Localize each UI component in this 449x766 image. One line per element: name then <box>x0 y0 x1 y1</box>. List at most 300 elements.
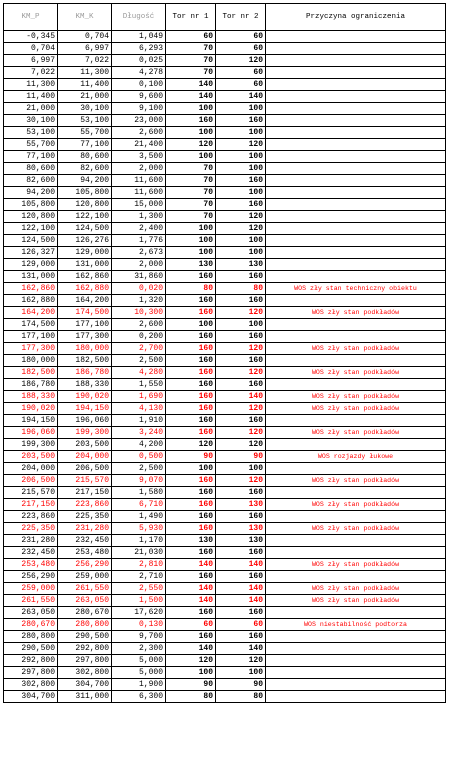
table-row <box>4 223 446 235</box>
track-1-speed-cell: 140 <box>166 643 216 655</box>
track-1-speed-cell: 160 <box>166 631 216 643</box>
km-start-cell: 290,500 <box>4 643 58 655</box>
length-cell: 4,130 <box>112 403 166 415</box>
table-row <box>4 247 446 259</box>
track-2-speed-cell: 120 <box>216 343 266 355</box>
km-start-cell: 6,997 <box>4 55 58 67</box>
length-cell: 21,400 <box>112 139 166 151</box>
reason-cell <box>266 331 446 343</box>
km-end-cell: 186,780 <box>58 367 112 379</box>
km-start-cell: 53,100 <box>4 127 58 139</box>
table-row <box>4 343 446 355</box>
km-end-cell: 126,276 <box>58 235 112 247</box>
reason-cell: WOS niestabilność podtorza <box>266 619 446 631</box>
track-2-speed-cell: 160 <box>216 295 266 307</box>
reason-cell: WOS zły stan podkładów <box>266 475 446 487</box>
reason-cell <box>266 535 446 547</box>
km-start-cell: 194,150 <box>4 415 58 427</box>
track-2-speed-cell: 90 <box>216 679 266 691</box>
km-end-cell: 82,600 <box>58 163 112 175</box>
table-row <box>4 367 446 379</box>
track-2-speed-cell: 160 <box>216 607 266 619</box>
track-2-speed-cell: 140 <box>216 391 266 403</box>
header-reason: Przyczyna ograniczenia <box>266 4 446 31</box>
track-1-speed-cell: 100 <box>166 223 216 235</box>
reason-cell <box>266 691 446 703</box>
km-end-cell: 0,704 <box>58 31 112 43</box>
km-end-cell: 162,880 <box>58 283 112 295</box>
length-cell: 3,240 <box>112 427 166 439</box>
table-row <box>4 619 446 631</box>
km-start-cell: 292,800 <box>4 655 58 667</box>
length-cell: 2,710 <box>112 571 166 583</box>
track-1-speed-cell: 160 <box>166 331 216 343</box>
track-2-speed-cell: 140 <box>216 559 266 571</box>
table-row <box>4 115 446 127</box>
track-1-speed-cell: 70 <box>166 187 216 199</box>
km-start-cell: 188,330 <box>4 391 58 403</box>
table-header-row <box>4 4 446 31</box>
length-cell: 6,710 <box>112 499 166 511</box>
km-end-cell: 177,300 <box>58 331 112 343</box>
length-cell: 15,000 <box>112 199 166 211</box>
reason-cell <box>266 211 446 223</box>
track-1-speed-cell: 100 <box>166 151 216 163</box>
table-row <box>4 511 446 523</box>
km-start-cell: 162,880 <box>4 295 58 307</box>
track-2-speed-cell: 100 <box>216 463 266 475</box>
table-row <box>4 523 446 535</box>
reason-cell: WOS zły stan podkładów <box>266 595 446 607</box>
table-row <box>4 151 446 163</box>
reason-cell <box>266 667 446 679</box>
km-start-cell: 256,290 <box>4 571 58 583</box>
length-cell: 0,100 <box>112 79 166 91</box>
track-2-speed-cell: 160 <box>216 511 266 523</box>
track-2-speed-cell: 160 <box>216 571 266 583</box>
track-2-speed-cell: 160 <box>216 271 266 283</box>
length-cell: 6,293 <box>112 43 166 55</box>
length-cell: 0,025 <box>112 55 166 67</box>
track-1-speed-cell: 160 <box>166 487 216 499</box>
length-cell: 1,300 <box>112 211 166 223</box>
length-cell: 2,673 <box>112 247 166 259</box>
km-end-cell: 162,860 <box>58 271 112 283</box>
reason-cell <box>266 271 446 283</box>
km-start-cell: 131,000 <box>4 271 58 283</box>
table-row <box>4 379 446 391</box>
table-row <box>4 631 446 643</box>
track-1-speed-cell: 160 <box>166 607 216 619</box>
track-2-speed-cell: 100 <box>216 151 266 163</box>
table-row <box>4 583 446 595</box>
reason-cell: WOS zły stan podkładów <box>266 583 446 595</box>
km-start-cell: 129,000 <box>4 259 58 271</box>
km-end-cell: 256,290 <box>58 559 112 571</box>
track-1-speed-cell: 60 <box>166 31 216 43</box>
km-start-cell: 11,400 <box>4 91 58 103</box>
table-row <box>4 235 446 247</box>
km-start-cell: 217,150 <box>4 499 58 511</box>
track-1-speed-cell: 160 <box>166 571 216 583</box>
length-cell: 5,930 <box>112 523 166 535</box>
track-2-speed-cell: 100 <box>216 127 266 139</box>
km-end-cell: 120,800 <box>58 199 112 211</box>
length-cell: 9,100 <box>112 103 166 115</box>
table-row <box>4 607 446 619</box>
length-cell: 2,000 <box>112 163 166 175</box>
track-1-speed-cell: 160 <box>166 403 216 415</box>
track-2-speed-cell: 120 <box>216 307 266 319</box>
length-cell: 2,500 <box>112 355 166 367</box>
track-2-speed-cell: 120 <box>216 403 266 415</box>
length-cell: 6,300 <box>112 691 166 703</box>
length-cell: 9,600 <box>112 91 166 103</box>
km-end-cell: 259,000 <box>58 571 112 583</box>
table-row <box>4 451 446 463</box>
reason-cell <box>266 235 446 247</box>
track-2-speed-cell: 140 <box>216 583 266 595</box>
track-1-speed-cell: 90 <box>166 679 216 691</box>
track-2-speed-cell: 100 <box>216 319 266 331</box>
km-start-cell: 30,100 <box>4 115 58 127</box>
reason-cell <box>266 355 446 367</box>
length-cell: 1,490 <box>112 511 166 523</box>
reason-cell <box>266 175 446 187</box>
km-start-cell: 120,800 <box>4 211 58 223</box>
track-1-speed-cell: 100 <box>166 319 216 331</box>
track-1-speed-cell: 80 <box>166 691 216 703</box>
reason-cell: WOS zły stan techniczny obiektu <box>266 283 446 295</box>
length-cell: 11,600 <box>112 187 166 199</box>
km-end-cell: 21,000 <box>58 91 112 103</box>
km-end-cell: 77,100 <box>58 139 112 151</box>
reason-cell: WOS zły stan podkładów <box>266 427 446 439</box>
track-2-speed-cell: 160 <box>216 547 266 559</box>
km-end-cell: 297,800 <box>58 655 112 667</box>
track-1-speed-cell: 80 <box>166 283 216 295</box>
km-end-cell: 302,800 <box>58 667 112 679</box>
track-1-speed-cell: 160 <box>166 511 216 523</box>
track-1-speed-cell: 100 <box>166 127 216 139</box>
length-cell: 1,580 <box>112 487 166 499</box>
track-1-speed-cell: 70 <box>166 211 216 223</box>
track-1-speed-cell: 160 <box>166 415 216 427</box>
reason-cell: WOS zły stan podkładów <box>266 367 446 379</box>
reason-cell <box>266 463 446 475</box>
km-end-cell: 280,800 <box>58 619 112 631</box>
reason-cell <box>266 679 446 691</box>
track-1-speed-cell: 70 <box>166 199 216 211</box>
length-cell: 17,620 <box>112 607 166 619</box>
track-2-speed-cell: 160 <box>216 355 266 367</box>
track-2-speed-cell: 120 <box>216 655 266 667</box>
track-1-speed-cell: 160 <box>166 355 216 367</box>
reason-cell <box>266 439 446 451</box>
reason-cell <box>266 259 446 271</box>
km-end-cell: 94,200 <box>58 175 112 187</box>
km-start-cell: 215,570 <box>4 487 58 499</box>
reason-cell <box>266 43 446 55</box>
length-cell: 9,070 <box>112 475 166 487</box>
track-2-speed-cell: 60 <box>216 79 266 91</box>
track-1-speed-cell: 160 <box>166 547 216 559</box>
track-1-speed-cell: 120 <box>166 139 216 151</box>
length-cell: 3,500 <box>112 151 166 163</box>
track-1-speed-cell: 140 <box>166 559 216 571</box>
track-2-speed-cell: 130 <box>216 499 266 511</box>
km-end-cell: 223,860 <box>58 499 112 511</box>
km-end-cell: 11,400 <box>58 79 112 91</box>
table-row <box>4 67 446 79</box>
km-start-cell: 0,704 <box>4 43 58 55</box>
track-2-speed-cell: 160 <box>216 487 266 499</box>
track-1-speed-cell: 70 <box>166 175 216 187</box>
track-1-speed-cell: 160 <box>166 295 216 307</box>
reason-cell <box>266 103 446 115</box>
track-1-speed-cell: 130 <box>166 535 216 547</box>
length-cell: 4,280 <box>112 367 166 379</box>
km-end-cell: 6,997 <box>58 43 112 55</box>
track-2-speed-cell: 140 <box>216 91 266 103</box>
table-row <box>4 355 446 367</box>
length-cell: 2,600 <box>112 127 166 139</box>
km-end-cell: 124,500 <box>58 223 112 235</box>
km-end-cell: 261,550 <box>58 583 112 595</box>
table-row <box>4 91 446 103</box>
length-cell: 1,550 <box>112 379 166 391</box>
km-end-cell: 204,000 <box>58 451 112 463</box>
reason-cell <box>266 607 446 619</box>
length-cell: 2,550 <box>112 583 166 595</box>
length-cell: 9,700 <box>112 631 166 643</box>
reason-cell: WOS zły stan podkładów <box>266 499 446 511</box>
km-end-cell: 180,000 <box>58 343 112 355</box>
reason-cell <box>266 379 446 391</box>
length-cell: 2,600 <box>112 319 166 331</box>
table-row <box>4 199 446 211</box>
table-row <box>4 439 446 451</box>
reason-cell <box>266 295 446 307</box>
table-row <box>4 547 446 559</box>
km-end-cell: 304,700 <box>58 679 112 691</box>
track-2-speed-cell: 130 <box>216 259 266 271</box>
speed-restrictions-table <box>3 3 446 703</box>
km-end-cell: 190,020 <box>58 391 112 403</box>
km-end-cell: 290,500 <box>58 631 112 643</box>
track-2-speed-cell: 160 <box>216 115 266 127</box>
reason-cell <box>266 91 446 103</box>
reason-cell <box>266 319 446 331</box>
track-1-speed-cell: 100 <box>166 463 216 475</box>
track-2-speed-cell: 80 <box>216 691 266 703</box>
reason-cell <box>266 643 446 655</box>
km-end-cell: 225,350 <box>58 511 112 523</box>
km-start-cell: -0,345 <box>4 31 58 43</box>
length-cell: 1,049 <box>112 31 166 43</box>
km-start-cell: 261,550 <box>4 595 58 607</box>
km-end-cell: 182,500 <box>58 355 112 367</box>
length-cell: 21,030 <box>112 547 166 559</box>
reason-cell: WOS zły stan podkładów <box>266 307 446 319</box>
length-cell: 2,400 <box>112 223 166 235</box>
reason-cell <box>266 31 446 43</box>
km-start-cell: 122,100 <box>4 223 58 235</box>
table-row <box>4 667 446 679</box>
track-2-speed-cell: 100 <box>216 235 266 247</box>
table-row <box>4 79 446 91</box>
track-1-speed-cell: 140 <box>166 79 216 91</box>
km-start-cell: 124,500 <box>4 235 58 247</box>
reason-cell <box>266 115 446 127</box>
length-cell: 0,500 <box>112 451 166 463</box>
table-row <box>4 31 446 43</box>
header-track-2: Tor nr 2 <box>216 4 266 31</box>
track-2-speed-cell: 100 <box>216 187 266 199</box>
km-end-cell: 80,600 <box>58 151 112 163</box>
track-2-speed-cell: 120 <box>216 139 266 151</box>
length-cell: 1,900 <box>112 679 166 691</box>
track-2-speed-cell: 120 <box>216 367 266 379</box>
km-end-cell: 280,670 <box>58 607 112 619</box>
track-1-speed-cell: 120 <box>166 655 216 667</box>
table-row <box>4 55 446 67</box>
header-km-k: KM_K <box>58 4 112 31</box>
km-start-cell: 55,700 <box>4 139 58 151</box>
track-2-speed-cell: 60 <box>216 619 266 631</box>
length-cell: 23,000 <box>112 115 166 127</box>
track-2-speed-cell: 160 <box>216 415 266 427</box>
table-row <box>4 403 446 415</box>
track-1-speed-cell: 160 <box>166 115 216 127</box>
header-length: Długość <box>112 4 166 31</box>
km-start-cell: 80,600 <box>4 163 58 175</box>
km-end-cell: 263,050 <box>58 595 112 607</box>
table-row <box>4 595 446 607</box>
length-cell: 4,278 <box>112 67 166 79</box>
track-2-speed-cell: 140 <box>216 595 266 607</box>
km-start-cell: 82,600 <box>4 175 58 187</box>
length-cell: 0,130 <box>112 619 166 631</box>
speed-restrictions-table-container <box>3 3 446 703</box>
length-cell: 2,000 <box>112 259 166 271</box>
track-2-speed-cell: 60 <box>216 67 266 79</box>
km-end-cell: 194,150 <box>58 403 112 415</box>
track-1-speed-cell: 100 <box>166 247 216 259</box>
km-end-cell: 206,500 <box>58 463 112 475</box>
km-end-cell: 55,700 <box>58 127 112 139</box>
km-start-cell: 180,000 <box>4 355 58 367</box>
table-row <box>4 571 446 583</box>
length-cell: 1,776 <box>112 235 166 247</box>
table-row <box>4 691 446 703</box>
reason-cell: WOS zły stan podkładów <box>266 559 446 571</box>
km-end-cell: 11,300 <box>58 67 112 79</box>
reason-cell <box>266 67 446 79</box>
km-start-cell: 7,022 <box>4 67 58 79</box>
track-2-speed-cell: 100 <box>216 163 266 175</box>
km-start-cell: 225,350 <box>4 523 58 535</box>
length-cell: 4,200 <box>112 439 166 451</box>
track-1-speed-cell: 160 <box>166 307 216 319</box>
length-cell: 1,910 <box>112 415 166 427</box>
table-row <box>4 499 446 511</box>
track-2-speed-cell: 100 <box>216 667 266 679</box>
length-cell: 2,300 <box>112 643 166 655</box>
km-start-cell: 196,060 <box>4 427 58 439</box>
km-start-cell: 232,450 <box>4 547 58 559</box>
track-1-speed-cell: 70 <box>166 67 216 79</box>
reason-cell: WOS zły stan podkładów <box>266 343 446 355</box>
table-row <box>4 211 446 223</box>
length-cell: 10,300 <box>112 307 166 319</box>
reason-cell <box>266 223 446 235</box>
km-end-cell: 231,280 <box>58 523 112 535</box>
table-row <box>4 127 446 139</box>
reason-cell <box>266 199 446 211</box>
track-2-speed-cell: 140 <box>216 643 266 655</box>
track-1-speed-cell: 130 <box>166 259 216 271</box>
length-cell: 1,170 <box>112 535 166 547</box>
track-1-speed-cell: 140 <box>166 583 216 595</box>
km-end-cell: 164,200 <box>58 295 112 307</box>
track-1-speed-cell: 160 <box>166 499 216 511</box>
track-1-speed-cell: 70 <box>166 55 216 67</box>
reason-cell <box>266 127 446 139</box>
km-end-cell: 188,330 <box>58 379 112 391</box>
length-cell: 2,810 <box>112 559 166 571</box>
km-end-cell: 177,100 <box>58 319 112 331</box>
length-cell: 2,500 <box>112 463 166 475</box>
table-body <box>4 31 446 703</box>
table-row <box>4 559 446 571</box>
header-km-p: KM_P <box>4 4 58 31</box>
km-start-cell: 177,100 <box>4 331 58 343</box>
track-1-speed-cell: 160 <box>166 367 216 379</box>
track-1-speed-cell: 140 <box>166 91 216 103</box>
km-start-cell: 203,500 <box>4 451 58 463</box>
track-2-speed-cell: 120 <box>216 439 266 451</box>
length-cell: 5,000 <box>112 655 166 667</box>
track-2-speed-cell: 80 <box>216 283 266 295</box>
track-2-speed-cell: 160 <box>216 331 266 343</box>
table-row <box>4 475 446 487</box>
track-1-speed-cell: 100 <box>166 667 216 679</box>
track-1-speed-cell: 100 <box>166 235 216 247</box>
reason-cell <box>266 415 446 427</box>
length-cell: 1,500 <box>112 595 166 607</box>
km-end-cell: 215,570 <box>58 475 112 487</box>
reason-cell: WOS rozjazdy łukowe <box>266 451 446 463</box>
reason-cell <box>266 547 446 559</box>
km-start-cell: 164,200 <box>4 307 58 319</box>
km-end-cell: 311,000 <box>58 691 112 703</box>
reason-cell <box>266 187 446 199</box>
length-cell: 11,600 <box>112 175 166 187</box>
track-1-speed-cell: 90 <box>166 451 216 463</box>
reason-cell <box>266 631 446 643</box>
track-1-speed-cell: 160 <box>166 391 216 403</box>
km-start-cell: 21,000 <box>4 103 58 115</box>
km-end-cell: 203,500 <box>58 439 112 451</box>
reason-cell <box>266 139 446 151</box>
track-1-speed-cell: 120 <box>166 439 216 451</box>
table-row <box>4 295 446 307</box>
track-2-speed-cell: 130 <box>216 523 266 535</box>
km-end-cell: 122,100 <box>58 211 112 223</box>
reason-cell <box>266 247 446 259</box>
track-2-speed-cell: 160 <box>216 631 266 643</box>
